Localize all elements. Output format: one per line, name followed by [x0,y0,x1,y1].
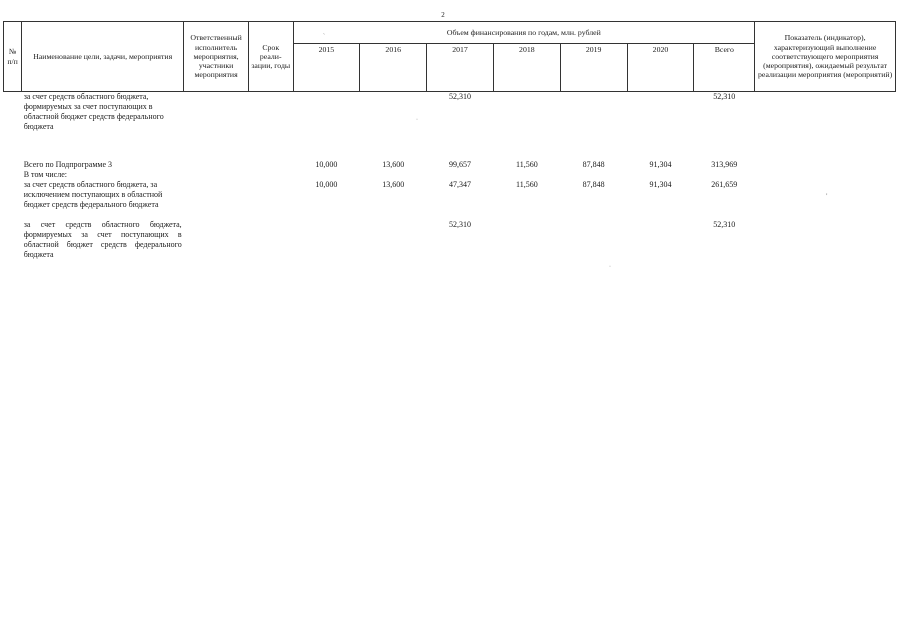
page-number: 2 [441,11,445,19]
cell-value [360,92,427,133]
cell-value [627,92,694,133]
row-name: за счет средств областного бюджета, за исключением поступающих в областной бюджет средств федерального бюджета [23,180,163,209]
header-no: № п/п [4,22,22,92]
cell-value [493,220,560,260]
header-year: 2015 [293,44,360,92]
row-name: за счет средств областного бюджета, формируемых за счет поступающих в областной бюджет средств федерального бюджета [23,92,164,131]
row-name: В том числе: [23,170,67,179]
cell-total: 52,310 [713,220,736,229]
budget-table [3,21,896,260]
cell-total: 261,659 [711,180,738,189]
table-row [4,180,896,210]
cell-value [560,220,627,260]
cell-value [293,170,360,180]
cell-value [427,170,494,180]
table-row [4,170,896,180]
cell-value: 11,560 [515,160,538,169]
cell-value: 47,347 [449,180,472,189]
cell-value [627,220,694,260]
cell-value [627,170,694,180]
table-row [4,160,896,170]
cell-value [293,92,360,133]
scan-mark: · [609,264,611,270]
cell-value: 52,310 [449,92,472,101]
cell-total: 52,310 [713,92,736,101]
header-total: Всего [694,44,755,92]
row-name: за счет средств областного бюджета, формируемых за счет поступающих в областной бюджет средств федерального бюджета [23,220,182,259]
cell-value: 10,000 [315,160,338,169]
header-year: 2019 [560,44,627,92]
cell-value [360,170,427,180]
cell-value: 13,600 [382,160,405,169]
cell-value: 91,304 [649,160,672,169]
cell-value [493,92,560,133]
cell-value [560,170,627,180]
header-term: Срок реали-зации, годы [248,22,293,92]
cell-value [360,220,427,260]
cell-value: 99,657 [449,160,472,169]
cell-value: 11,560 [515,180,538,189]
cell-value [493,170,560,180]
row-name: Всего по Подпрограмме 3 [23,160,113,169]
cell-value: 87,848 [582,180,605,189]
scan-mark: , [826,190,828,196]
table-row [4,92,896,133]
cell-value: 13,600 [382,180,405,189]
header-year: 2020 [627,44,694,92]
header-indicator: Показатель (индикатор), характеризующий выполнение соответствующего мероприятия (мероприятия), ожидаемый результат реализации мероприятия (мероприятий) [755,22,896,92]
table-row [4,220,896,260]
cell-value [293,220,360,260]
cell-value: 91,304 [649,180,672,189]
cell-value: 52,310 [449,220,472,229]
header-year: 2016 [360,44,427,92]
cell-total [694,170,755,180]
header-financing: Объем финансирования по годам, млн. рублей [293,22,755,44]
header-name: Наименование цели, задачи, мероприятия [22,22,184,92]
header-year: 2017 [427,44,494,92]
cell-value [560,92,627,133]
scan-mark: ` [323,34,325,40]
header-responsible: Ответственный исполнитель мероприятия, участники мероприятия [184,22,249,92]
header-year: 2018 [493,44,560,92]
scan-mark: · [416,117,418,123]
cell-total: 313,969 [711,160,738,169]
cell-value: 10,000 [315,180,338,189]
cell-value: 87,848 [582,160,605,169]
